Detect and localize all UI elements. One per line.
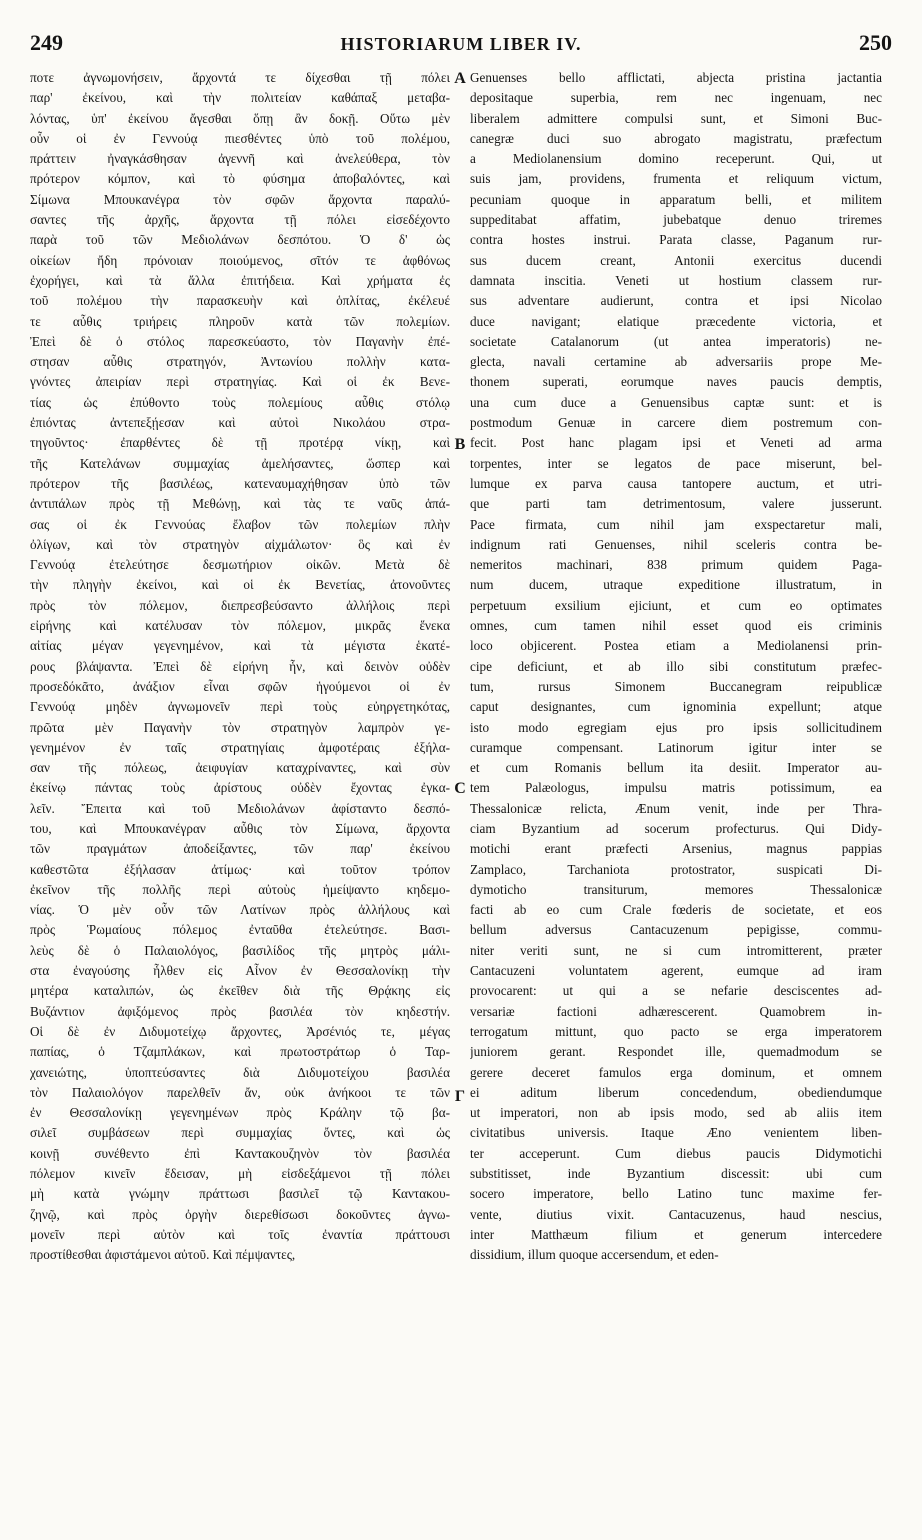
latin-text-line: torpentes, inter se legatos de pace miserunt, bel- <box>470 455 882 471</box>
latin-text-line: Thessalonicæ relicta, Ænum venit, inde per Thra- <box>470 800 882 816</box>
latin-text-column <box>470 68 882 1516</box>
greek-text-line: ὀλίγων, καὶ τὸν στρατηγὸν αἰχμάλωτον· ὃς καὶ ἐν <box>30 536 450 552</box>
latin-text-line: Cantacuzeni voluntatem agerent, eumque ad iram <box>470 963 882 979</box>
latin-text-line: versariæ factioni adhærescerent. Quamobrem in- <box>470 1003 882 1019</box>
latin-text-line: que parti tam detrimentosum, valere jusserunt. <box>470 496 882 512</box>
latin-text-line: cipe deficiunt, et ab illo sibi constitutum præfec- <box>470 658 882 674</box>
greek-text-line: κοινῇ συνέθεντο ἐπὶ Καντακουζηνὸν τὸν βασιλέα <box>30 1145 450 1161</box>
greek-text-line: ποτε ἀγνωμονήσειν, ἄρχοντά τε δίχεσθαι τῇ πόλει <box>30 70 450 85</box>
greek-text-line: ζηνῷ, καὶ πρὸς ὀργὴν διερεθίσωσι δοκοῦντες ἀγνω- <box>30 1206 450 1222</box>
latin-text-line: pecuniam quoque in apparatum belli, et militem <box>470 191 882 207</box>
greek-text-line: μονεῖν περὶ αὐτὸν καὶ τοῖς ἐναντία πράττουσι <box>30 1226 450 1242</box>
greek-text-line: μητέρα καταλιπών, ὡς ἐκεῖθεν διὰ τῆς Θρᾴκης εἰς <box>30 983 450 999</box>
latin-text-line: societate Catalanorum (ut antea imperatoris) ne- <box>470 333 882 349</box>
greek-text-line: πρὸς τὸν πόλεμον, διεπρεσβεύσαντο ἀλλήλοις περὶ <box>30 597 450 613</box>
greek-text-line: σιλεῖ συμβάσεων περὶ συμμαχίας ὄντες, καὶ ὡς <box>30 1125 450 1141</box>
greek-text-line: Γεννούᾳ ἐτελεύτησε δεσμωτήριον οἰκῶν. Μετὰ δὲ <box>30 557 450 573</box>
greek-text-line: λόντας, ὑπ' ἐκείνου ἄγεσθαι ὅπῃ ἂν δοκῇ. Οὕτω μὲν <box>30 110 450 126</box>
greek-text-line: στα ἐναγούσης ἦλθεν εἰς Αἶνον ἐν Θεσσαλονίκῃ τὴν <box>30 963 450 979</box>
latin-text-line: una cum duce a Genuensibus captæ sunt: et is <box>470 394 882 410</box>
latin-text-line: bellum adversus Cantacuzenum pepigisse, commu- <box>470 922 882 938</box>
greek-text-line: ἐπιόντας ἀντεπεξῄεσαν καὶ αὐτοὶ Νικολάου στρα- <box>30 415 450 431</box>
latin-text-line: fecit. Post hanc plagam ipsi et Veneti ad arma <box>470 435 882 451</box>
section-marker-b: B <box>454 436 466 453</box>
section-marker-gamma: Γ <box>454 1088 466 1105</box>
greek-text-line: του, καὶ Μπουκανέγραν αὖθις τὸν Σίμωνα, ἄρχοντα <box>30 820 450 836</box>
greek-text-line: λεὺς δὲ ὁ Παλαιολόγος, βασιλίδος τῆς μητρὸς μάλι- <box>30 942 450 958</box>
greek-text-line: πρότερον κόμπον, καὶ τὸ φύσημα ἀποβαλόντες, καὶ <box>30 171 450 187</box>
greek-text-line: σας οἱ ἐκ Γεννούας ἔλαβον τῶν πολεμίων πλὴν <box>30 516 450 532</box>
greek-text-column <box>30 68 450 1516</box>
greek-text-line: νίας. Ὁ μὲν οὖν τῶν Λατίνων πρὸς ἀλλήλους καὶ <box>30 902 450 918</box>
greek-text-line: καθεστῶτα ἐξήλασαν ἀτίμως· καὶ τοῦτον τρόπον <box>30 861 450 877</box>
greek-text-line: προσεδόκᾶτο, ἀνάξιον εἶναι σφῶν ἡγούμενοι οἱ ἐν <box>30 678 450 694</box>
greek-text-line: Ἐπεὶ δὲ ὁ στόλος παρεσκεύαστο, τὸν Παγανὴν ἐπέ- <box>30 333 450 349</box>
running-title: HISTORIARUM LIBER IV. <box>340 34 582 54</box>
latin-text-line: contra hostes instrui. Parata classe, Paganum rur- <box>470 232 882 248</box>
greek-text-line: οἰκείων ἤδη πρόνοιαν ποιούμενος, σῖτόν τε ἀφθόνως <box>30 252 450 268</box>
latin-text-line: et cum Romanis bellum ita desiit. Imperator au- <box>470 760 882 776</box>
greek-text-line: τοῦ πολέμου τὴν παρασκευὴν καὶ ὁπλίτας, ἐκέλευέ <box>30 293 450 309</box>
latin-text-line: ciam Byzantium ad socerum profecturus. Qui Didy- <box>470 820 882 836</box>
latin-text-line: ter acceperunt. Cum diebus paucis Didymotichi <box>470 1145 882 1161</box>
latin-text-line: a Mediolanensium domino receperunt. Qui, ut <box>470 151 882 167</box>
latin-text-line: dymoticho transiturum, memores Thessalonicæ <box>470 881 882 897</box>
greek-text-line: πρῶτα μὲν Παγανὴν τὸν στρατηγὸν λαμπρὸν γε- <box>30 719 450 735</box>
latin-text-line: Genuenses bello afflictati, abjecta pristina jactantia <box>470 70 882 85</box>
greek-text-line: αἰτίας μέγαν γεγενημένον, καὶ τὰ μέγιστα ἑκατέ- <box>30 638 450 654</box>
page-number-left: 249 <box>30 30 63 55</box>
latin-text-line: num ducem, utraque expeditione illustratum, in <box>470 577 882 593</box>
greek-text-line: πόλεμον κινεῖν ἔδεισαν, μὴ εἰσδεξάμενοι τῇ πόλει <box>30 1166 450 1182</box>
greek-text-line: πρὸς Ῥωμαίους πόλεμος ἐνταῦθα ἐτελεύτησε. Βασι- <box>30 922 450 938</box>
greek-text-line: ἀντιπάλων πρὸς τῇ Μεθώνῃ, καὶ τὰς τε ναῦς ἁπά- <box>30 496 450 512</box>
latin-text-line: omnes, cum tamen nihil esset quod eis criminis <box>470 618 882 634</box>
latin-text-line: Zamplaco, Tarchaniota protostrator, suspicati Di- <box>470 861 882 877</box>
latin-text-line: facti ab eo cum Crale fœderis de societate, et eos <box>470 902 882 918</box>
greek-text-line: τῆς Κατελάνων συμμαχίας ἀμελήσαντες, ὥσπερ καὶ <box>30 455 450 471</box>
latin-text-line: civitatibus universis. Itaque Æno venientem liben- <box>470 1125 882 1141</box>
greek-text-line: Οἱ δὲ ἐν Διδυμοτείχῳ ἄρχοντες, Ἀρσένιός τε, μέγας <box>30 1023 450 1039</box>
latin-text-line: sus adventare audierunt, contra et ipsi Nicolao <box>470 293 882 309</box>
section-marker-c: C <box>454 780 466 797</box>
latin-text-line: socero imperatore, bello Latino tunc maxime fer- <box>470 1186 882 1202</box>
latin-text-line: inter Matthæum filium et generum intercedere <box>470 1226 882 1242</box>
latin-text-line: perpetuum exsilium ejiciunt, et cum eo optimates <box>470 597 882 613</box>
latin-text-line: substitisset, inde Byzantium discessit: ubi cum <box>470 1166 882 1182</box>
latin-text-line: postmodum Genuæ in carcere diem postremum con- <box>470 415 882 431</box>
latin-text-line: gerere deceret famulos erga dominum, et omnem <box>470 1064 882 1080</box>
latin-text-line: motichi erant præfecti Arsenius, magnus pappias <box>470 841 882 857</box>
greek-text-line: τῶν πραγμάτων ἀποδείξαντες, τῶν παρ' ἐκείνου <box>30 841 450 857</box>
latin-text-line: suppeditabat affatim, jubebatque denuo triremes <box>470 212 882 228</box>
running-header <box>30 26 892 66</box>
greek-text-line: τὴν πληγὴν ἐκείνοι, καὶ οἱ ἐκ Βενετίας, ἀτονοῦντες <box>30 577 450 593</box>
latin-text-line: tem Palæologus, impulsu matris potissimum, ea <box>470 780 882 796</box>
latin-text-line: provocarent: ut qui a se nefarie desciscentes ad- <box>470 983 882 999</box>
latin-text-line: niter veriti sunt, ne si cum intromitterent, præter <box>470 942 882 958</box>
latin-text-line: thonem superati, eorumque naves paucis demptis, <box>470 374 882 390</box>
latin-text-line: suis jam, providens, frumenta et reliquum victum, <box>470 171 882 187</box>
latin-text-line: ei aditum liberum concedendum, obediendumque <box>470 1084 882 1100</box>
section-marker-a: A <box>454 70 466 87</box>
greek-text-line: οὖν οἱ ἐν Γεννούᾳ πιεσθέντες ὑπὸ τοῦ πολέμου, <box>30 130 450 146</box>
latin-text-line: loco objicerent. Postea etiam a Mediolanensi prin- <box>470 638 882 654</box>
latin-text-line: liberalem admittere compulsi sunt, et Simoni Buc- <box>470 110 882 126</box>
latin-text-line: tum, rursus Simonem Buccanegram reipublicæ <box>470 678 882 694</box>
latin-text-line: curamque compensant. Latinorum igitur inter se <box>470 739 882 755</box>
greek-text-line: στησαν αὖθις στρατηγόν, Ἀντωνίου πολλὴν κατα- <box>30 354 450 370</box>
greek-text-line: Γεννούᾳ μηδὲν ἀγνωμονεῖν περὶ τοὺς εὐηργετηκότας, <box>30 699 450 715</box>
greek-text-line: πράττειν ἠναγκάσθησαν ἀγεννῆ καὶ ἀνελεύθερα, τὸν <box>30 151 450 167</box>
latin-text-line: vente, diutius vixit. Cantacuzenus, haud nescius, <box>470 1206 882 1222</box>
greek-text-line: ἐκεῖνον τῆς πολλῆς περὶ αὐτοὺς ἠμείψαντο κηδεμο- <box>30 881 450 897</box>
greek-text-line: Βυζάντιον ἀφιξόμενος πρὸς βασιλέα τὸν κηδεστήν. <box>30 1003 450 1019</box>
greek-text-line: σαντες τῆς ἀρχῆς, ἄρχοντα τῇ πόλει εἰσεδέχοντο <box>30 212 450 228</box>
greek-text-line: τε αὖθις τριήρεις πληροῦν κατὰ τῶν πολεμίων. <box>30 313 450 329</box>
greek-text-line: χανειώτης, ὑποπτεύσαντες διὰ Διδυμοτείχου βασιλέα <box>30 1064 450 1080</box>
latin-text-line: damnata inscitia. Veneti ut hostium classem rur- <box>470 272 882 288</box>
latin-text-line: juniorem gerant. Respondet ille, quemadmodum se <box>470 1044 882 1060</box>
latin-text-line: depositaque superbia, rem nec ingenuam, nec <box>470 90 882 106</box>
greek-text-line: προστίθεσθαι ἀφιστάμενοι αὐτοῦ. Καὶ πέμψαντες, <box>30 1247 296 1263</box>
greek-text-line: πρότερον τῆς βασιλέως, κατεναυμαχήθησαν ὑπὸ τῶν <box>30 475 450 491</box>
latin-text-line: ut imperatori, non ab ipsis modo, sed ab aliis item <box>470 1105 882 1121</box>
latin-text-line: lumque ex parva causa tantopere auctum, et utri- <box>470 475 882 491</box>
latin-text-line: caput designantes, cum ignominia expellunt; atque <box>470 699 882 715</box>
greek-text-line: σαν τῆς πόλεως, ἀειφυγίαν καταχρίναντες, καὶ σὺν <box>30 760 450 776</box>
greek-text-line: ἐν Θεσσαλονίκῃ γεγενημένων πρὸς Κράλην τῷ βα- <box>30 1105 450 1121</box>
latin-text-line: dissidium, illum quoque accersendum, et eden- <box>470 1247 719 1263</box>
greek-text-line: μὴ κατὰ γνώμην πράττωσι βασιλεῖ τῷ Καντακου- <box>30 1186 450 1202</box>
greek-text-line: ρους βλάψαντα. Ἐπεὶ δὲ εἰρήνη ἦν, καὶ δεινὸν οὐδὲν <box>30 658 450 674</box>
greek-text-line: ἐκείνῳ πάντας τοὺς ἀρίστους οὐδὲν ἔχοντας ἐγκα- <box>30 780 450 796</box>
greek-text-line: παπίας, ὁ Τζαμπλάκων, καὶ πρωτοστράτωρ ὁ Ταρ- <box>30 1044 450 1060</box>
greek-text-line: γενημένον ἐν ταῖς στρατηγίαις ἀμφοτέραις ἐξήλα- <box>30 739 450 755</box>
latin-text-line: Pace firmata, cum nihil jam exspectaretur mali, <box>470 516 882 532</box>
greek-text-line: τὸν Παλαιολόγον παρελθεῖν ἄν, οὐκ ἀνήκοοι τε τῶν <box>30 1084 450 1100</box>
greek-text-line: ἐχορήγει, καὶ τὰ ἄλλα ἐπιτήδεια. Καὶ χρήματα ἐς <box>30 272 450 288</box>
greek-text-line: Σίμωνα Μπουκανέγρα τὸν σφῶν ἄρχοντα παραλύ- <box>30 191 450 207</box>
greek-text-line: εἰρήνης καὶ κατέλυσαν τὸν πόλεμον, μικρᾶς ἕνεκα <box>30 618 450 634</box>
latin-text-line: duce navigant; elatique præcedente victoria, et <box>470 313 882 329</box>
latin-text-line: canegræ duci suo abrogato magistratu, præfectum <box>470 130 882 146</box>
greek-text-line: τηγοῦντος· ἐπαρθέντες δὲ τῇ προτέρᾳ νίκῃ, καὶ <box>30 435 450 451</box>
greek-text-line: γνόντες ἀπειρίαν περὶ στρατηγίας. Καὶ οἱ ἐκ Βενε- <box>30 374 450 390</box>
greek-text-line: παρ' ἐκείνου, καὶ τὴν πολιτείαν καθάπαξ μεταβα- <box>30 90 450 106</box>
latin-text-line: terrogatum mittunt, quo pacto se erga imperatorem <box>470 1023 882 1039</box>
greek-text-line: λεῖν. Ἔπειτα καὶ τοῦ Μεδιολάνων ἀφίσταντο δεσπό- <box>30 800 450 816</box>
latin-text-line: isto modo egregiam ejus pro ipsis sollicitudinem <box>470 719 882 735</box>
latin-text-line: indignum rati Genuenses, nihil sceleris contra be- <box>470 536 882 552</box>
latin-text-line: sus ducem creant, Antonii exercitus ducendi <box>470 252 882 268</box>
greek-text-line: παρὰ τοῦ τῶν Μεδιολάνων δεσπότου. Ὁ δ' ὡς <box>30 232 450 248</box>
page-number-right: 250 <box>859 30 892 55</box>
greek-text-line: τίας ὡς ἐπύθοντο τοὺς πολεμίους αὖθις στόλῳ <box>30 394 450 410</box>
latin-text-line: glecta, navali certamine ab adversariis prope Me- <box>470 354 882 370</box>
latin-text-line: nemeritos machinari, 838 primum quidem Paga- <box>470 557 882 573</box>
